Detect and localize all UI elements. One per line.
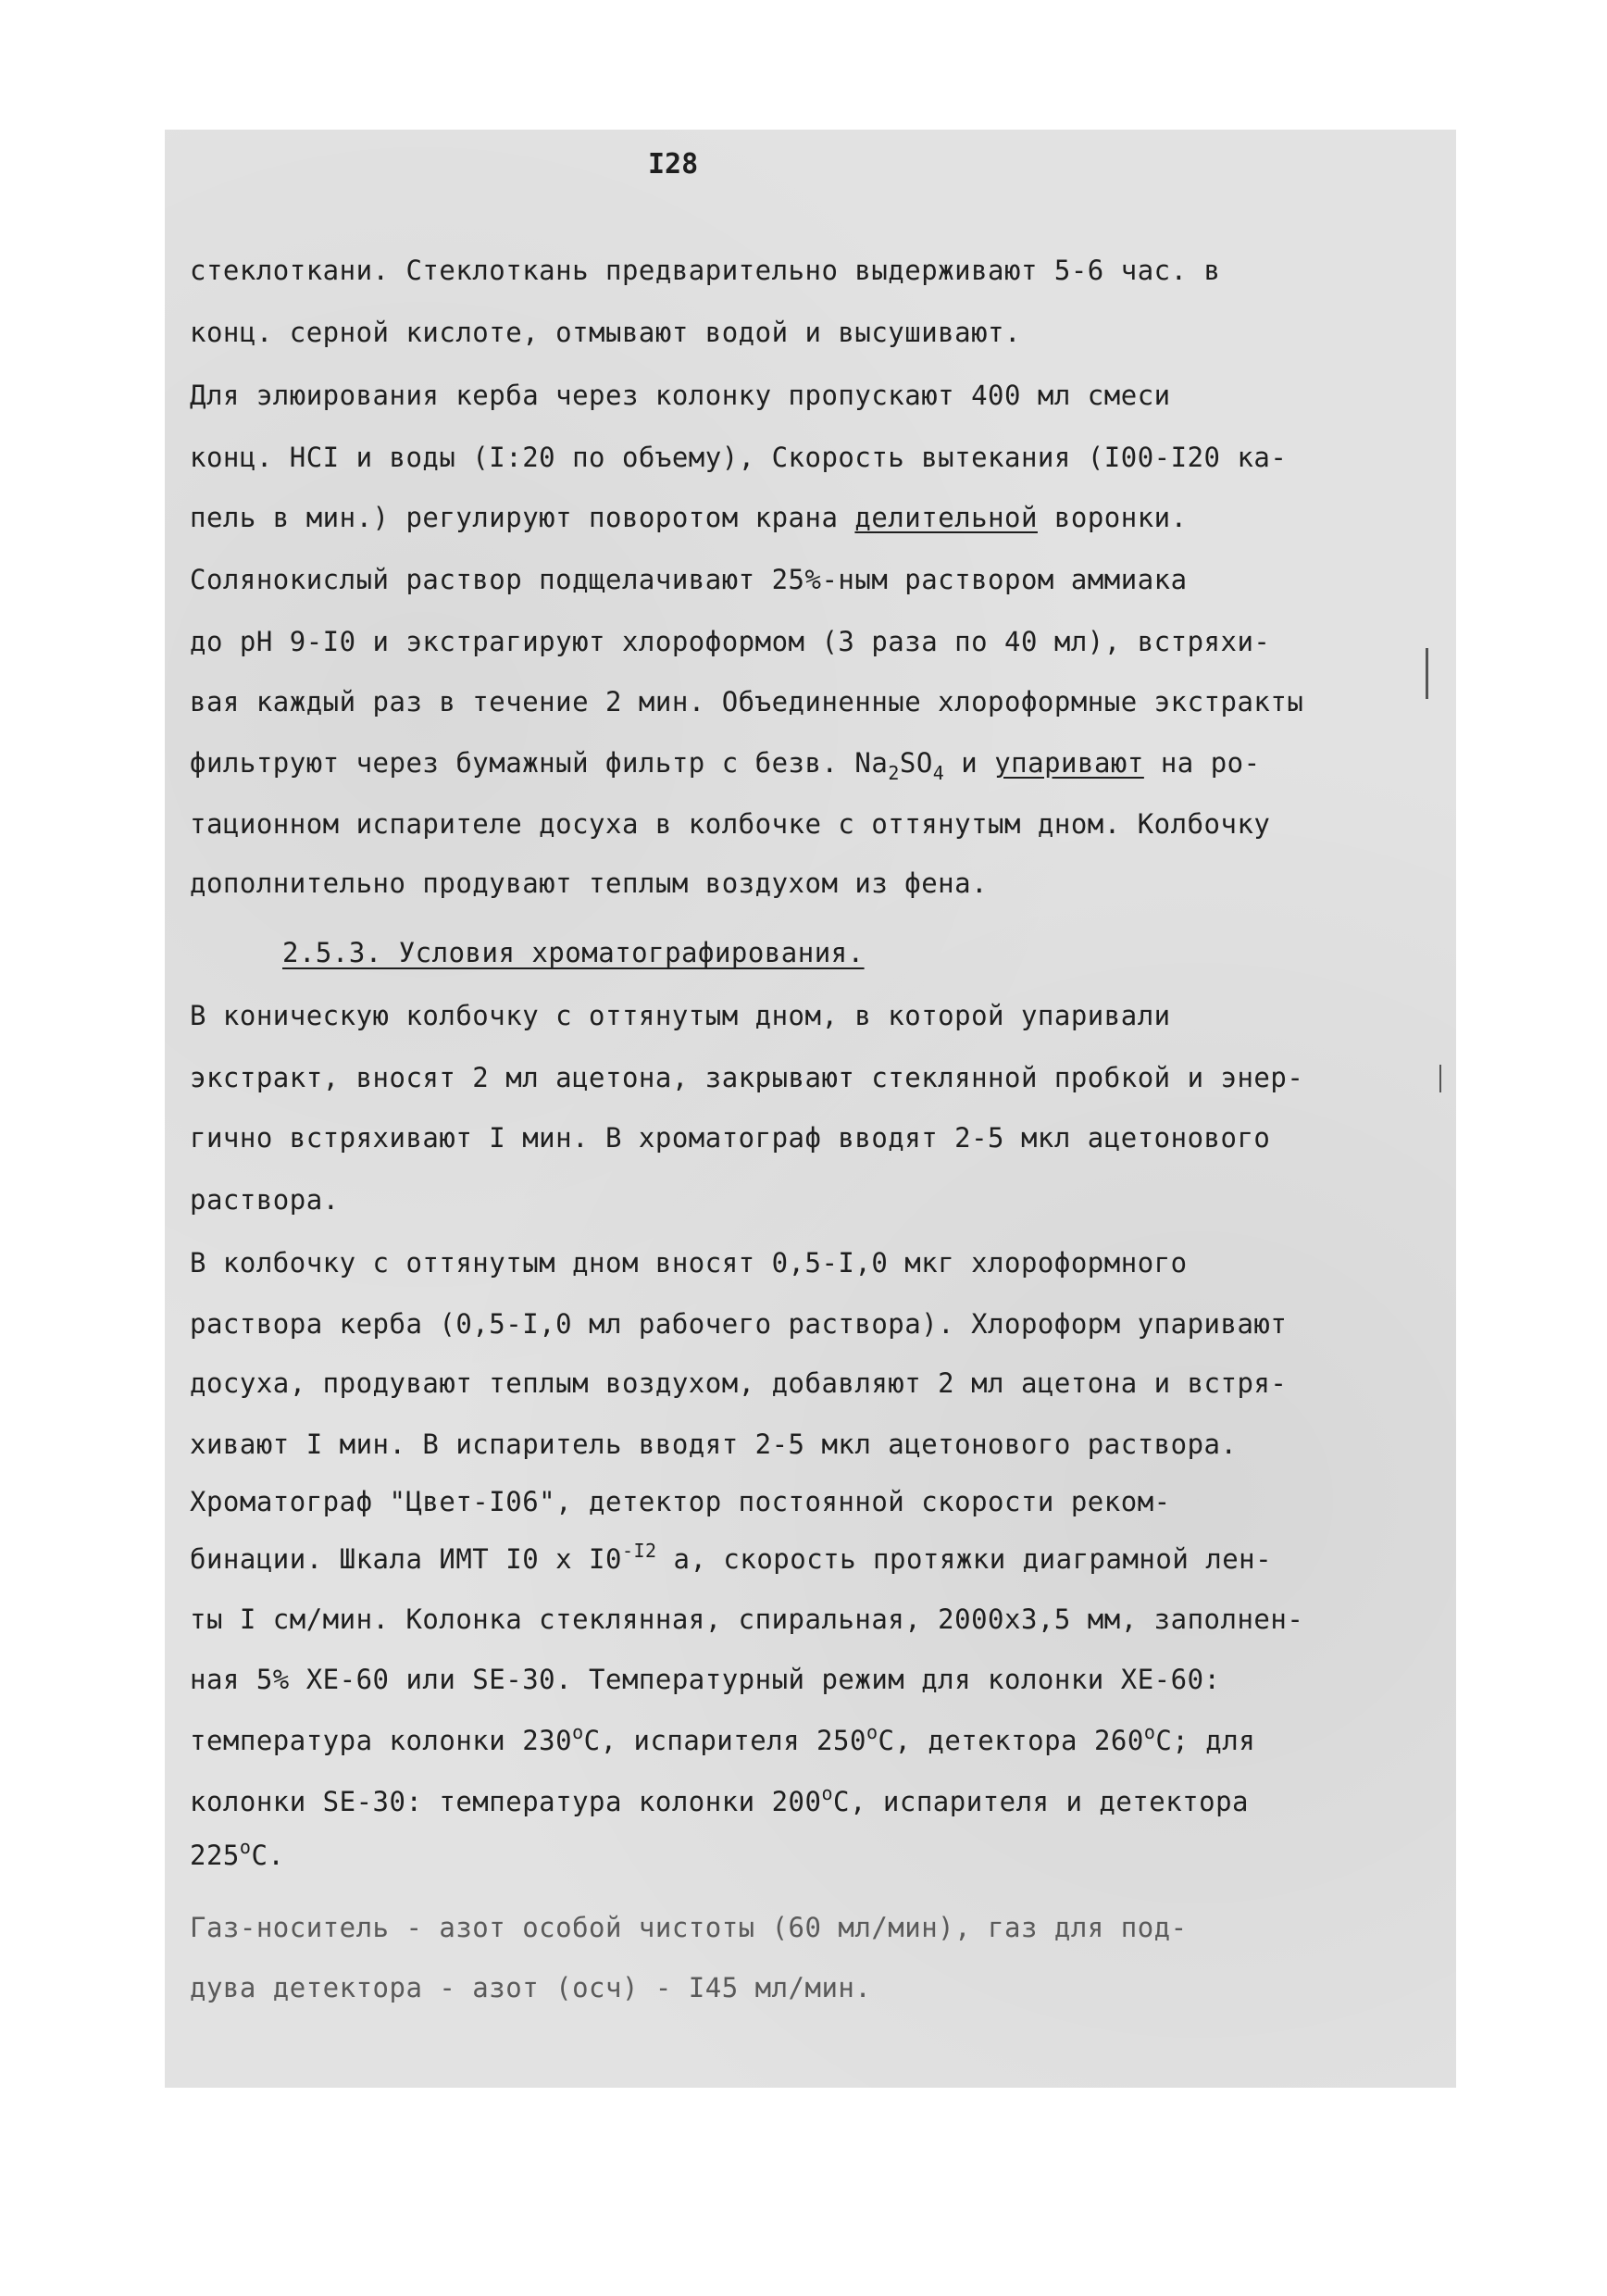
text-line-10: тационном испарителе досуха в колбочке с оттянутым дном. Колбочку bbox=[190, 808, 1271, 840]
text-line-28: дува детектора - азот (осч) - I45 мл/мин. bbox=[190, 1972, 872, 2003]
formula-sub-4: 4 bbox=[932, 762, 945, 784]
section-heading: 2.5.3. Условия хроматографирования. bbox=[282, 937, 865, 968]
text-line-2: конц. серной кислоте, отмывают водой и высушивают. bbox=[190, 317, 1021, 348]
formula-na: Na bbox=[854, 747, 889, 779]
text-line-14: гично встряхивают I мин. В хроматограф вводят 2-5 мкл ацетонового bbox=[190, 1122, 1271, 1154]
degree-sign: o bbox=[239, 1836, 252, 1858]
text-line-26-b: С. bbox=[251, 1840, 285, 1871]
section-heading-wrap bbox=[282, 937, 1514, 968]
formula-na2so4 bbox=[854, 747, 945, 784]
text-line-8: вая каждый раз в течение 2 мин. Объединенные хлороформные экстракты bbox=[190, 686, 1304, 718]
text-line-5 bbox=[190, 502, 1421, 533]
text-line-11: дополнительно продувают теплым воздухом из фена. bbox=[190, 867, 989, 899]
underlined-word-delitelnoy: делительной bbox=[854, 502, 1038, 533]
text-line-25 bbox=[190, 1782, 1421, 1817]
margin-pencil-mark bbox=[1426, 648, 1428, 699]
text-line-9-end: на ро- bbox=[1143, 747, 1261, 779]
margin-pencil-mark bbox=[1439, 1065, 1441, 1092]
formula-sub-2: 2 bbox=[888, 762, 900, 784]
page-number: I28 bbox=[648, 148, 699, 181]
text-line-12: В коническую колбочку с оттянутым дном, в которой упаривали bbox=[190, 1000, 1171, 1031]
text-line-16: В колбочку с оттянутым дном вносят 0,5-I,0 мкг хлороформного bbox=[190, 1247, 1188, 1279]
text-line-19: хивают I мин. В испаритель вводят 2-5 мкл ацетонового раствора. bbox=[190, 1429, 1238, 1460]
text-line-25-b: С, испарителя и детектора bbox=[833, 1786, 1250, 1817]
formula-so: SO bbox=[899, 747, 933, 779]
text-line-3: Для элюирования керба через колонку пропускают 400 мл смеси bbox=[190, 380, 1171, 411]
text-line-9 bbox=[190, 747, 1421, 784]
text-line-5-start: пель в мин.) регулируют поворотом крана bbox=[190, 502, 855, 533]
exponent: -I2 bbox=[621, 1540, 657, 1562]
text-line-21-start: бинации. Шкала ИМТ I0 х I0 bbox=[190, 1543, 622, 1575]
text-line-18: досуха, продувают теплым воздухом, добавляют 2 мл ацетона и встря- bbox=[190, 1367, 1288, 1399]
degree-sign: o bbox=[1143, 1721, 1156, 1743]
text-line-15: раствора. bbox=[190, 1184, 340, 1216]
text-line-22: ты I см/мин. Колонка стеклянная, спиральная, 2000х3,5 мм, заполнен- bbox=[190, 1603, 1304, 1635]
text-line-24 bbox=[190, 1721, 1421, 1756]
text-line-24-a: температура колонки 230 bbox=[190, 1725, 573, 1756]
text-line-24-c: С, детектора 260 bbox=[878, 1725, 1144, 1756]
text-line-17: раствора керба (0,5-I,0 мл рабочего раствора). Хлороформ упаривают bbox=[190, 1308, 1288, 1340]
text-line-27: Газ-носитель - азот особой чистоты (60 мл/мин), газ для под- bbox=[190, 1912, 1188, 1943]
text-line-5-end: воронки. bbox=[1037, 502, 1188, 533]
text-line-24-b: С, испарителя 250 bbox=[583, 1725, 866, 1756]
text-line-23: ная 5% ХЕ-60 или SE-30. Температурный режим для колонки ХЕ-60: bbox=[190, 1664, 1221, 1695]
text-line-26 bbox=[190, 1836, 1421, 1871]
text-line-7: до pH 9-I0 и экстрагируют хлороформом (3 раза по 40 мл), встряхи- bbox=[190, 626, 1271, 657]
text-line-26-a: 225 bbox=[190, 1840, 240, 1871]
text-line-24-d: С; для bbox=[1155, 1725, 1256, 1756]
text-line-9-mid: и bbox=[944, 747, 995, 779]
text-line-6: Солянокислый раствор подщелачивают 25%-ным раствором аммиака bbox=[190, 564, 1188, 595]
text-line-9-start: фильтруют через бумажный фильтр с безв. bbox=[190, 747, 855, 779]
degree-sign: o bbox=[866, 1721, 878, 1743]
degree-sign: o bbox=[821, 1782, 834, 1804]
underlined-word-uparivayut: упаривают bbox=[994, 747, 1144, 779]
text-line-25-a: колонки SE-30: температура колонки 200 bbox=[190, 1786, 822, 1817]
text-line-21 bbox=[190, 1540, 1421, 1575]
text-line-13: экстракт, вносят 2 мл ацетона, закрывают стеклянной пробкой и энер- bbox=[190, 1062, 1304, 1093]
text-line-20: Хроматограф "Цвет-I06", детектор постоянной скорости реком- bbox=[190, 1486, 1171, 1517]
text-line-21-end: а, скорость протяжки диаграмной лен- bbox=[656, 1543, 1273, 1575]
degree-sign: o bbox=[572, 1721, 584, 1743]
text-line-1: стеклоткани. Стеклоткань предварительно выдерживают 5-6 час. в bbox=[190, 255, 1221, 286]
text-line-4: конц. HCI и воды (I:20 по объему), Скорость вытекания (I00-I20 ка- bbox=[190, 442, 1288, 473]
